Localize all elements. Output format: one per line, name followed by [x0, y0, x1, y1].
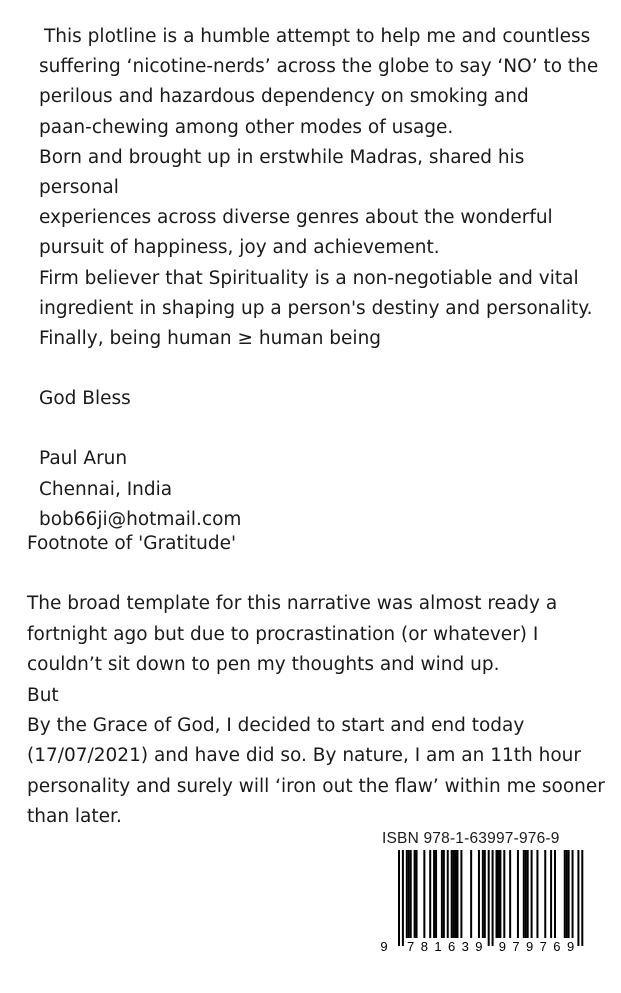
barcode-bar [410, 850, 412, 938]
footnote-heading: Footnote of 'Gratitude' [27, 533, 237, 554]
gratitude-footnote [27, 529, 607, 833]
footnote-line: personality and surely will ‘iron out the flaw’ within me sooner [27, 775, 605, 797]
barcode-bar [423, 850, 425, 938]
barcode-bar [572, 850, 574, 938]
footnote-line: than later. [27, 806, 122, 828]
intro-line: pursuit of happiness, joy and achievement. [39, 237, 440, 259]
barcode-digit: 9 [380, 939, 388, 954]
intro-line: suffering ‘nicotine-nerds’ across the globe to say ‘NO’ to the [39, 56, 599, 78]
spacer [39, 414, 609, 444]
barcode-digit: 9 [475, 939, 483, 954]
barcode-bar [470, 850, 472, 938]
barcode-digit: 6 [553, 939, 561, 954]
footnote-line: By the Grace of God, I decided to start and end today [27, 715, 525, 737]
barcode-digit: 7 [539, 939, 547, 954]
barcode-bar [488, 850, 490, 946]
barcode-bar [554, 850, 556, 938]
barcode-bar [460, 850, 462, 938]
barcode-bar [455, 850, 457, 938]
barcode-bar [406, 850, 408, 938]
barcode-bar [482, 850, 484, 938]
intro-line: experiences across diverse genres about the wonderful [39, 207, 553, 229]
barcode-digit: 9 [498, 939, 506, 954]
barcode-bar [509, 850, 511, 938]
barcode-bar [451, 850, 453, 938]
barcode-bar [517, 850, 519, 938]
author-email: bob66ji@hotmail.com [39, 508, 242, 530]
author-intro [39, 22, 609, 535]
author-name: Paul Arun [39, 448, 128, 470]
barcode-bar [443, 850, 445, 938]
barcode-bar [398, 850, 400, 946]
barcode-bar [536, 850, 538, 938]
barcode-bar [550, 850, 552, 938]
barcode-bar [568, 850, 570, 938]
author-location: Chennai, India [39, 478, 173, 500]
barcode-digit: 7 [512, 939, 520, 954]
barcode-digit: 7 [407, 939, 415, 954]
barcode-bar [577, 850, 579, 946]
barcode-bar [484, 850, 486, 938]
barcode-bar [544, 850, 546, 938]
barcode-bar [564, 850, 566, 938]
barcode-bar [416, 850, 418, 938]
barcode-bar [414, 850, 416, 938]
barcode-digit: 9 [526, 939, 534, 954]
barcode-bar [497, 850, 499, 938]
barcode-bar [441, 850, 443, 938]
isbn-barcode [378, 828, 588, 958]
blessing-text: God Bless [39, 388, 131, 410]
barcode-bar [527, 850, 529, 938]
intro-line: Born and brought up in erstwhile Madras, shared his personal [39, 146, 525, 199]
barcode-bar [435, 850, 437, 938]
footnote-line: (17/07/2021) and have did so. By nature, I am an 11th hour [27, 745, 581, 767]
barcode-bar [478, 850, 480, 938]
barcode-bar [492, 850, 494, 946]
footnote-line: The broad template for this narrative was almost ready a [27, 593, 558, 615]
barcode-bar [447, 850, 449, 938]
barcode-bar [566, 850, 568, 938]
barcode-bar [499, 850, 501, 938]
intro-line: paan-chewing among other modes of usage. [39, 116, 454, 138]
barcode-digits [380, 939, 574, 954]
intro-line: This plotline is a humble attempt to help me and countless [44, 26, 591, 47]
barcode-bar [453, 850, 455, 938]
intro-line: Firm believer that Spirituality is a non-negotiable and vital [39, 267, 579, 289]
intro-line: Finally, being human ≥ human being [39, 328, 382, 350]
isbn-label: ISBN 978-1-63997-976-9 [382, 830, 560, 847]
barcode-bars [398, 850, 583, 946]
spacer [27, 559, 607, 589]
barcode-bar [531, 850, 533, 938]
barcode-bar [408, 850, 410, 938]
barcode-digit: 1 [434, 939, 442, 954]
barcode-bar [581, 850, 583, 946]
barcode-digit: 3 [461, 939, 469, 954]
barcode-bar [525, 850, 527, 938]
barcode-digit: 9 [566, 939, 575, 954]
barcode-bar [429, 850, 431, 938]
intro-line: perilous and hazardous dependency on smoking and [39, 86, 529, 108]
barcode-bar [457, 850, 459, 938]
barcode-digit: 6 [448, 939, 456, 954]
barcode-bar [503, 850, 505, 938]
spacer [39, 354, 609, 384]
footnote-line: fortnight ago but due to procrastination (or whatever) I [27, 623, 539, 645]
barcode-digit: 8 [420, 939, 428, 954]
barcode-bar [496, 850, 498, 938]
barcode-graphic [378, 850, 588, 956]
intro-line: ingredient in shaping up a person's destiny and personality. [39, 297, 593, 319]
barcode-bar [523, 850, 525, 938]
footnote-line: But [27, 684, 59, 706]
barcode-bar [402, 850, 404, 946]
barcode-bar [433, 850, 435, 938]
footnote-line: couldn’t sit down to pen my thoughts and wind up. [27, 654, 500, 676]
